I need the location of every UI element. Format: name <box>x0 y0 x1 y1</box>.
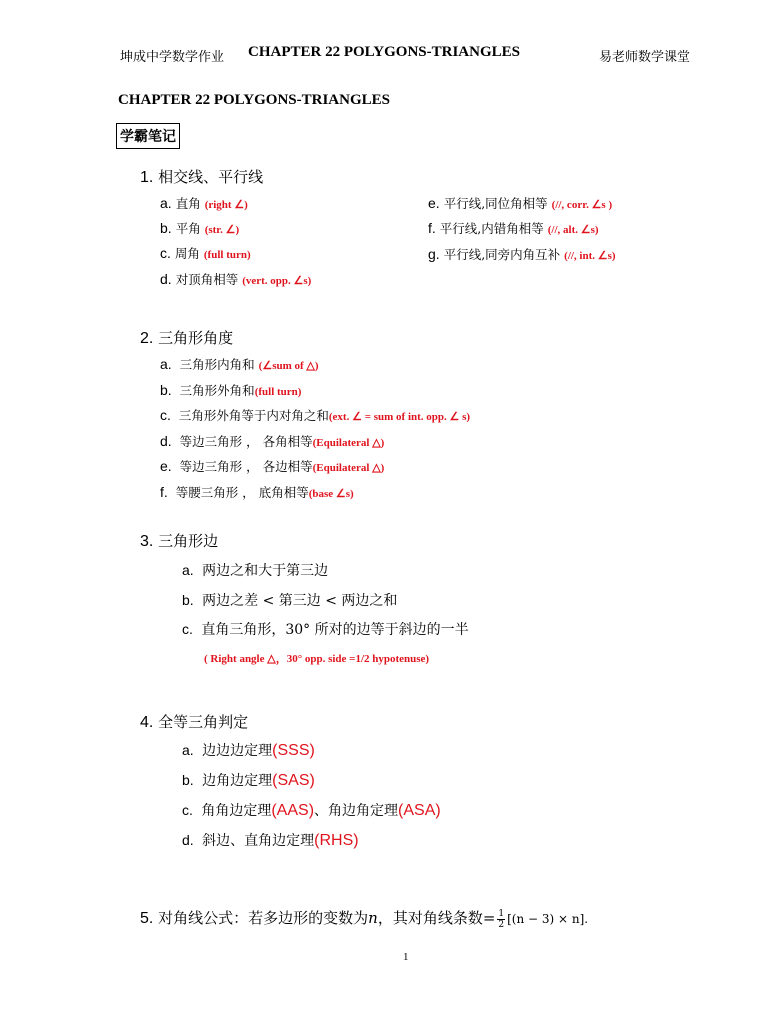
document-title: CHAPTER 22 POLYGONS-TRIANGLES <box>118 92 390 108</box>
item-label: d. <box>182 832 194 848</box>
item-text: 三角形内角和 <box>179 357 255 372</box>
item-label: b. <box>182 772 194 788</box>
item-english: (//, int. ∠s) <box>564 250 616 262</box>
item-english: (Equilateral △) <box>312 462 385 474</box>
item-text: 平行线,内错角相等 <box>439 221 544 236</box>
section3-item-c <box>182 619 469 639</box>
item-label: d. <box>160 433 172 449</box>
note-box-label: 学霸笔记 <box>116 123 180 149</box>
section3-item-a <box>182 560 328 580</box>
item-label: a. <box>182 562 194 578</box>
section3-number: 3. <box>140 533 154 550</box>
item-english: (RHS) <box>314 832 359 849</box>
section5-number: 5. <box>140 910 154 927</box>
item-english: (base ∠s) <box>308 488 354 500</box>
item-label: c. <box>160 245 171 261</box>
item-english: (vert. opp. ∠s) <box>242 275 312 287</box>
item-english: (//, corr. ∠s ) <box>551 199 613 211</box>
fraction-numerator: 1 <box>498 908 505 919</box>
item-text: 两边之和大于第三边 <box>202 563 329 579</box>
item-label: e. <box>160 458 172 474</box>
item-text: 直角三角形，30° 所对的边等于斜边的一半 <box>201 622 469 638</box>
item-text: 等腰三角形 ， 底角相等 <box>175 485 309 500</box>
header-left: 坤成中学数学作业 <box>120 50 225 65</box>
item-label: f. <box>428 220 436 236</box>
section5-formula: [(n − 3) × n]. <box>507 912 589 926</box>
item-label: c. <box>182 802 193 818</box>
item-english: (SSS) <box>272 742 315 759</box>
item-label: b. <box>160 220 172 236</box>
item-text: 三角形外角等于内对角之和 <box>178 408 329 423</box>
section1-item-c <box>160 244 251 262</box>
section3-title: 三角形边 <box>158 532 219 550</box>
item-english: (AAS) <box>271 802 315 819</box>
item-label: g. <box>428 246 440 262</box>
item-label: f. <box>160 484 168 500</box>
section1-item-g <box>428 245 616 263</box>
item-text: 等边三角形 ， 各角相等 <box>179 434 313 449</box>
item-text: 直角 <box>175 196 201 211</box>
item-text: 边角边定理 <box>202 773 273 789</box>
section2-number: 2. <box>140 330 154 347</box>
section3-item-b <box>182 590 397 610</box>
section4-title: 全等三角判定 <box>158 713 249 731</box>
item-text: 对顶角相等 <box>175 272 239 287</box>
item-text: 三角形外角和 <box>179 383 255 398</box>
item-label: e. <box>428 195 440 211</box>
section1-item-d <box>160 270 311 288</box>
section2-heading <box>140 327 233 348</box>
section2-item-c <box>160 406 470 424</box>
section2-title: 三角形角度 <box>158 329 234 347</box>
section1-heading <box>140 166 263 187</box>
section1-number: 1. <box>140 169 154 186</box>
section2-item-f <box>160 483 354 501</box>
item-english: (SAS) <box>272 772 315 789</box>
item-label: c. <box>182 621 193 637</box>
item-label: a. <box>160 195 172 211</box>
header-center: CHAPTER 22 POLYGONS-TRIANGLES <box>248 44 520 60</box>
item-english: (str. ∠) <box>204 224 240 236</box>
section1-item-a <box>160 194 248 212</box>
section5-text2: ，其对角线条数= <box>377 909 496 927</box>
page-number: 1 <box>403 951 409 963</box>
section2-item-a <box>160 355 319 373</box>
item-text: 斜边、直角边定理 <box>202 833 315 849</box>
section5-text: 对角线公式：若多边形的变数为 <box>158 909 369 927</box>
item-label: c. <box>160 407 171 423</box>
item-text: 角角边定理 <box>201 803 272 819</box>
section4-heading <box>140 711 248 732</box>
item-label: a. <box>182 742 194 758</box>
item-text: 等边三角形 ， 各边相等 <box>179 459 313 474</box>
section3-heading <box>140 530 218 551</box>
item-english: (full turn) <box>254 386 302 398</box>
section5-formula-line <box>140 907 588 930</box>
item-english: (Equilateral △) <box>312 437 385 449</box>
item-label: b. <box>160 382 172 398</box>
section5-variable: n <box>368 909 378 927</box>
item-text: 平行线,同位角相等 <box>443 196 548 211</box>
section1-item-e <box>428 194 612 212</box>
section4-item-a <box>182 740 315 760</box>
section4-number: 4. <box>140 714 154 731</box>
item-text-2: 、角边角定理 <box>314 803 399 819</box>
item-english-2: (ASA) <box>398 802 441 819</box>
item-label: d. <box>160 271 172 287</box>
header-right: 易老师数学课堂 <box>599 50 691 65</box>
item-text: 两边之差 < 第三边 < 两边之和 <box>202 593 398 609</box>
item-english: (//, alt. ∠s) <box>547 224 599 236</box>
item-label: b. <box>182 592 194 608</box>
fraction-denominator: 2 <box>498 919 505 930</box>
item-text: 边边边定理 <box>202 743 273 759</box>
section2-item-b <box>160 381 301 399</box>
section3-english-note: ( Right angle △，30° opp. side =1/2 hypotenuse) <box>204 653 430 665</box>
item-text: 平行线,同旁内角互补 <box>443 247 561 262</box>
item-english: (∠sum of △) <box>258 360 319 372</box>
item-english: (right ∠) <box>204 199 248 211</box>
section2-item-e <box>160 457 384 475</box>
section4-item-b <box>182 770 315 790</box>
item-english: (ext. ∠ = sum of int. opp. ∠ s) <box>328 411 471 423</box>
section1-item-f <box>428 219 599 237</box>
item-text: 周角 <box>174 246 200 261</box>
section5-fraction <box>497 909 505 930</box>
section4-item-c <box>182 800 441 820</box>
section1-title: 相交线、平行线 <box>158 168 264 186</box>
section4-item-d <box>182 830 359 850</box>
section1-item-b <box>160 219 239 237</box>
section2-item-d <box>160 432 384 450</box>
item-label: a. <box>160 356 172 372</box>
item-text: 平角 <box>175 221 201 236</box>
item-english: (full turn) <box>203 249 251 261</box>
